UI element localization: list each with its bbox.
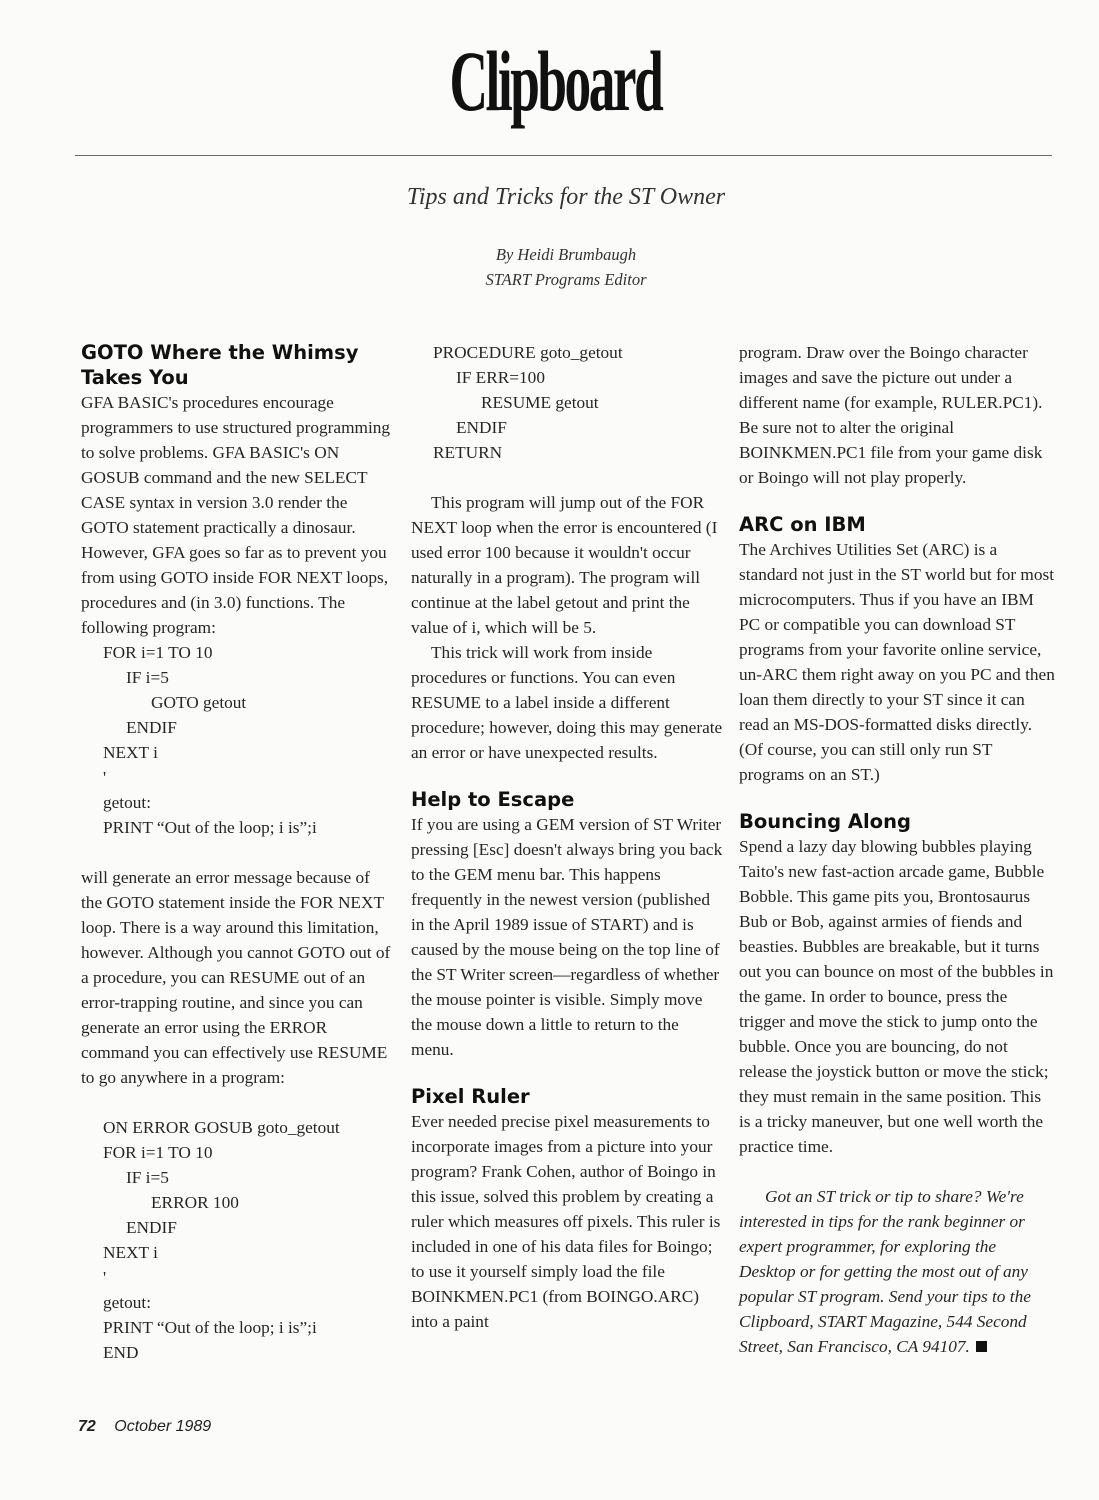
section-heading-bouncing: Bouncing Along [739, 810, 911, 833]
byline-role: START Programs Editor [485, 270, 647, 289]
masthead-title: Clipboard [449, 33, 662, 129]
code-line: getout: [103, 793, 151, 812]
code-line: IF i=5 [126, 668, 169, 687]
spacer [739, 787, 1055, 809]
code-line: ON ERROR GOSUB goto_getout [103, 1118, 340, 1137]
code-line: NEXT i [103, 1243, 158, 1262]
code-line: IF i=5 [126, 1168, 169, 1187]
paragraph-arc-ibm: The Archives Utilities Set (ARC) is a standard not just in the ST world but for most microcomputers. Thus if you have an IBM PC or compatible you can download ST programs from your favorite online service, un-ARC them right away on you PC and then loan them directly to your ST since it can read an MS-DOS-formatted disks directly. (Of course, you can still only run ST programs on an ST.) [739, 540, 1055, 784]
paragraph-pixel-ruler: Ever needed precise pixel measurements to incorporate images from a picture into your program? Frank Cohen, author of Boingo in this issue, solved this problem by creating a ruler which measures off pixels. This ruler is included in one of his data files for Boingo; to use it yourself simply load the file BOINKMEN.PC1 (from BOINGO.ARC) into a paint [411, 1112, 721, 1331]
code-line: IF ERR=100 [456, 368, 545, 387]
code-block-error [81, 1115, 393, 1365]
code-line: FOR i=1 TO 10 [103, 643, 213, 662]
code-line: ' [103, 768, 107, 787]
code-line: getout: [103, 1293, 151, 1312]
spacer [411, 465, 723, 490]
paragraph-pixel-ruler-cont: program. Draw over the Boingo character images and save the picture out under a different name (for example, RULER.PC1). Be sure not to alter the original BOINKMEN.PC1 file from your game disk or Boingo will not play properly. [739, 343, 1043, 487]
code-line: NEXT i [103, 743, 158, 762]
code-line: END [103, 1343, 139, 1362]
code-line: FOR i=1 TO 10 [103, 1143, 213, 1162]
paragraph-trick-note: This trick will work from inside procedures or functions. You can even RESUME to a label inside a different procedure; however, doing this may generate an error or have unexpected results. [411, 643, 723, 762]
paragraph-goto-intro: GFA BASIC's procedures encourage programmers to use structured programming to solve problems. GFA BASIC's ON GOSUB command and the new SELECT CASE syntax in version 3.0 render the GOTO statement practically a dinosaur. However, GFA goes so far as to prevent you from using GOTO inside FOR NEXT loops, procedures and (in 3.0) functions. The following program: [81, 393, 391, 637]
section-heading-help-escape: Help to Escape [411, 788, 575, 811]
paragraph-help-escape: If you are using a GEM version of ST Writer pressing [Esc] doesn't always bring you back to the GEM menu bar. This happens frequently in the newest version (published in the April 1989 issue of START) and is caused by the mouse being on the top line of the ST Writer screen—regardless of whether the mouse pointer is visible. Simply move the mouse down a little to return to the menu. [411, 815, 723, 1059]
code-block-procedure [411, 340, 723, 465]
column-2 [411, 340, 723, 1334]
code-line: PRINT “Out of the loop; i is”;i [103, 1318, 317, 1337]
code-line: GOTO getout [151, 693, 247, 712]
code-line: RESUME getout [481, 393, 599, 412]
article-subtitle: Tips and Tricks for the ST Owner [406, 184, 726, 210]
code-line: PROCEDURE goto_getout [433, 343, 623, 362]
code-line: ENDIF [126, 1218, 177, 1237]
column-3 [739, 340, 1055, 1359]
spacer [411, 1062, 723, 1084]
section-heading-goto: GOTO Where the Whimsy Takes You [81, 341, 359, 389]
code-line: PRINT “Out of the loop; i is”;i [103, 818, 317, 837]
spacer [81, 840, 393, 865]
code-line: ERROR 100 [151, 1193, 239, 1212]
byline [0, 242, 1099, 292]
paragraph-goto-workaround: will generate an error message because of the GOTO statement inside the FOR NEXT loop. There is a way around this limitation, however. Although you cannot GOTO out of a procedure, you can RESUME out of an error-trapping routine, and since you can generate an error using the ERROR command you can effectively use RESUME to go anywhere in a program: [81, 868, 391, 1087]
spacer [739, 1159, 1055, 1184]
section-heading-pixel-ruler: Pixel Ruler [411, 1085, 530, 1108]
code-line: ENDIF [456, 418, 507, 437]
section-heading-arc-ibm: ARC on IBM [739, 513, 866, 536]
end-mark-icon [976, 1341, 987, 1352]
spacer [739, 490, 1055, 512]
page-number: 72 [78, 1418, 96, 1435]
code-line: RETURN [433, 443, 503, 462]
header-rule [75, 155, 1052, 156]
column-1 [81, 340, 393, 1365]
code-block-loop [81, 640, 393, 840]
code-line: ' [103, 1268, 107, 1287]
code-line: ENDIF [126, 718, 177, 737]
closing-note-text: Got an ST trick or tip to share? We're interested in tips for the rank beginner or expert programmer, for exploring the Desktop or for getting the most out of any popular ST program. Send your tips to the Clipboard, START Magazine, 544 Second Street, San Francisco, CA 94107. [739, 1187, 1031, 1356]
spacer [411, 765, 723, 787]
paragraph-bouncing: Spend a lazy day blowing bubbles playing Taito's new fast-action arcade game, Bubble Bobble. This game pits you, Brontosaurus Bub or Bob, against armies of fiends and beasties. Bubbles are breakable, but it turns out you can bounce on most of the bubbles in the game. In order to bounce, press the trigger and move the stick to jump onto the bubble. Once you are bouncing, do not release the joystick button or move the stick; they must remain in the same position. This is a tricky maneuver, but one well worth the practice time. [739, 837, 1054, 1156]
page-footer [78, 1418, 211, 1436]
issue-date: October 1989 [114, 1418, 212, 1435]
byline-author: By Heidi Brumbaugh [495, 245, 637, 264]
spacer [81, 1090, 393, 1115]
paragraph-program-explanation: This program will jump out of the FOR NEXT loop when the error is encountered (I used error 100 because it wouldn't occur naturally in a program). The program will continue at the label getout and print the value of i, which will be 5. [411, 493, 718, 637]
closing-note [739, 1184, 1055, 1359]
